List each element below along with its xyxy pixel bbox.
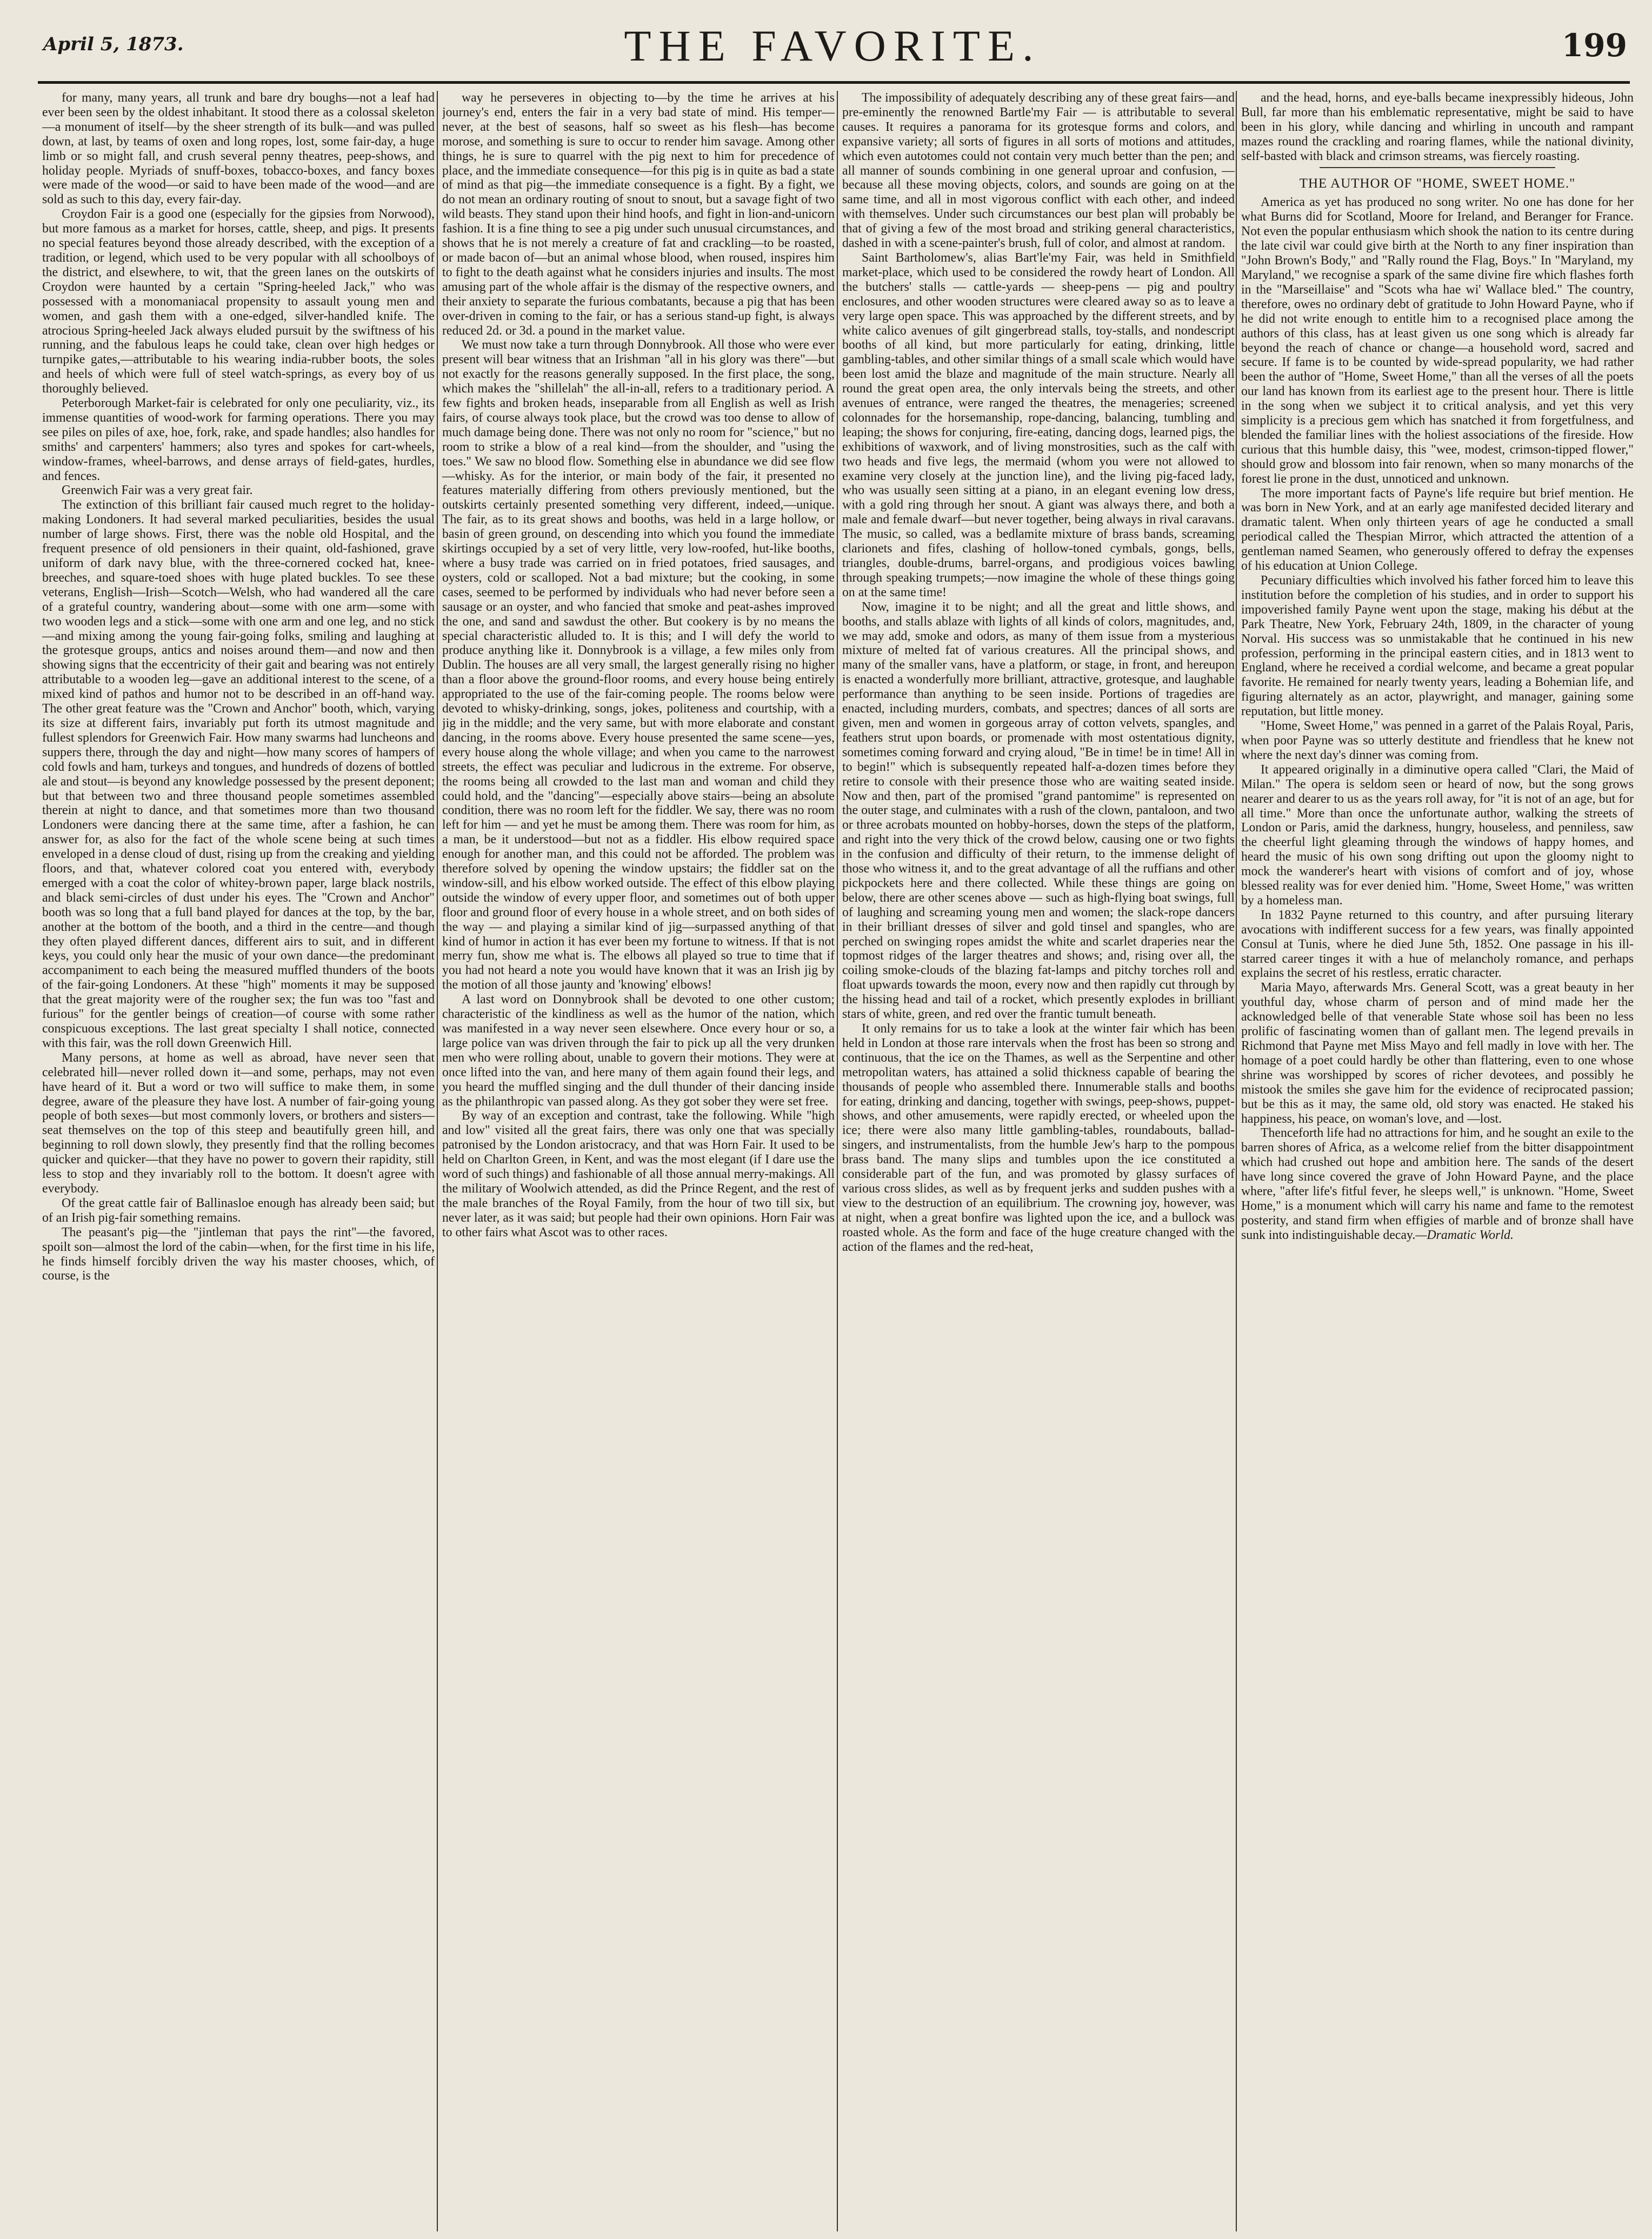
paragraph: In 1832 Payne returned to this country, and after pursuing literary avocations with indifferent success for a few years, was finally appointed Consul at Tunis, where he died June 5th, 1852. One passage in his ill-starred career tinges it with a hue of melancholy romance, and perhaps explains the secret of his restless, erratic character.: [1241, 908, 1634, 981]
article-source: —Dramatic World.: [1415, 1228, 1514, 1242]
paragraph: Many persons, at home as well as abroad, have never seen that celebrated hill—never rolled down it—and some, perhaps, may not even have heard of it. But a word or two will suffice to make them, in some degree, aware of the pleasure they have lost. A number of fair-going young people of both sexes—but most commonly lovers, or brothers and sisters—seat themselves on the top of this steep and beautifully green hill, and beginning to roll down slowly, they presently find that the rolling becomes quicker and quicker—that they have no power to govern their rapidity, still less to stop and they invariably roll to the bottom. It doesn't agree with everybody.: [42, 1050, 435, 1196]
issue-date: April 5, 1873.: [43, 34, 184, 55]
paragraph: Now, imagine it to be night; and all the great and little shows, and booths, and stalls ablaze with lights of all kinds of colors, magnitudes, and, we may add, smoke and odors, as many of them issue from a mysterious mixture of melted fat of various creatures. All the principal shows, and many of the smaller vans, have a platform, or stage, in front, and hereupon is enacted a wonderfully more brilliant, attractive, grotesque, and laughable performance than anything to be seen inside. Portions of tragedies are enacted, including murders, combats, and spectres; dances of all sorts are given, men and women in gorgeous array of cotton velvets, spangles, and feathers strut upon boards, or promenade with most ostentatious dignity, sometimes coming forward and crying aloud, "Be in time! be in time! All in to begin!" which is subsequently repeated half-a-dozen times before they retire to console with their presence those who are waiting seated inside. Now and then, part of the promised "grand pantomime" is represented on the outer stage, and culminates with a rush of the clown, pantaloon, and two or three acrobats mounted on hobby-horses, down the steps of the platform, and right into the very thick of the crowd below, causing one or two fights in the confusion and difficulty of their return, to the immense delight of those who witness it, and to the great advantage of all the ruffians and other pickpockets here and there collected. While these things are going on below, there are other scenes above — such as high-flying boat swings, full of laughing and screaming young men and women; the slack-rope dancers in their brilliant dresses of silver and gold tinsel and spangles, who are perched on swinging ropes amidst the white and scarlet draperies near the topmost ridges of the larger theatres and shows; and, rising over all, the coiling smoke-clouds of the blazing fat-lamps and pitchy torches roll and float upwards towards the moon, every now and then rapidly cut through by the hissing head and tail of a rocket, which presently explodes in brilliant stars of white, green, and red over the frantic tumult beneath.: [842, 599, 1235, 1022]
newspaper-title: THE FAVORITE.: [624, 21, 1041, 70]
paragraph: for many, many years, all trunk and bare dry boughs—not a leaf had ever been seen by the oldest inhabitant. It stood there as a colossal skeleton—a monument of itself—by the sheer strength of its bulk—and was pulled down, at last, by teams of oxen and long ropes, lost, some fair-day, a huge limb or so might fall, and crush several penny theatres, peep-shows, and holiday people. Myriads of snuff-boxes, tobacco-boxes, and fancy boxes were made of the wood—or said to have been made of the wood—and are sold as such to this day, every fair-day.: [42, 91, 435, 207]
paragraph: Of the great cattle fair of Ballinasloe enough has already been said; but of an Irish pig-fair something remains.: [42, 1196, 435, 1225]
paragraph: Saint Bartholomew's, alias Bart'le'my Fair, was held in Smithfield market-place, which used to be considered the rowdy heart of London. All the butchers' stalls — cattle-yards — sheep-pens — pig and poultry enclosures, and other wooden structures were cleared away so as to leave a very large open space. This was approached by the different streets, and by white calico avenues of gilt gingerbread stalls, toy-stalls, and nondescript booths of all kind, but more particularly for eating, drinking, little gambling-tables, and other similar things of a small scale which would have been lost amid the blaze and magnitude of the main structure. Nearly all round the great open area, the only intervals being the streets, and other avenues of entrance, were ranged the theatres, the menageries; screened colonnades for the horsemanship, rope-dancing, balancing, tumbling and leaping; the shows for conjuring, fire-eating, dancing dogs, learned pigs, the exhibitions of waxwork, and of living monstrosities, such as the calf with two heads and five legs, the mermaid (whom you were not allowed to examine very closely at the junction line), and the living pig-faced lady, who was usually seen sitting at a piano, in an elegant evening low dress, with a gold ring through her snout. A giant was always there, and both a male and female dwarf—but never together, being always in rival caravans. The music, so called, was a bedlamite mixture of brass bands, screaming clarionets and fifes, clashing of hollow-toned cymbals, gongs, bells, triangles, double-drums, barrel-organs, and prodigious voices bawling through speaking trumpets;—now imagine the whole of these things going on at the same time!: [842, 250, 1235, 599]
paragraph: Greenwich Fair was a very great fair.: [62, 483, 253, 498]
masthead: [38, 21, 1627, 70]
paragraph: Maria Mayo, afterwards Mrs. General Scott, was a great beauty in her youthful day, whose charm of person and of mind made her the acknowledged belle of that venerable State whose soil has been no less prolific of fascinating women than of gallant men. The legend prevails in Richmond that Payne met Miss Mayo and fell madly in love with her. The homage of a poet could hardly be other than flattering, even to one whose shrine was worshipped by scores of richer devotees, and possibly he mistook the smiles she gave him for the evidence of reciprocated passion; but be this as it may, the same old, old story was enacted. He staked his happiness, his peace, on woman's love, and —lost.: [1241, 981, 1634, 1126]
paragraph: and the head, horns, and eye-balls became inexpressibly hideous, John Bull, far more than his emblematic representative, might be said to have been in his glory, while dancing and whirling in uncouth and rampant mazes round the crackling and roaring flames, while the national divinity, self-basted with black and crimson streams, was fiercely roasting.: [1241, 91, 1634, 163]
column-2: [442, 91, 835, 2231]
paragraph: Pecuniary difficulties which involved his father forced him to leave this institution before the completion of his studies, and in order to support his impoverished family Payne went upon the stage, making his début at the Park Theatre, New York, February 24th, 1809, in the character of young Norval. His success was so unmistakable that he continued in his new profession, performing in the principal eastern cities, and in 1813 went to England, where he received a cordial welcome, and became a great popular favorite. He remained for nearly twenty years, leading a Bohemian life, and figuring alternately as an actor, playwright, and manager, gaining some reputation, but little money.: [1241, 574, 1634, 719]
paragraph: It only remains for us to take a look at the winter fair which has been held in London at those rare intervals when the frost has been so strong and continuous, that the ice on the Thames, as well as the Serpentine and other metropolitan waters, has attained a solid thickness capable of bearing the thousands of people who assembled there. Innumerable stalls and booths for eating, drinking and dancing, together with swings, peep-shows, puppet-shows, and other amusements, were rapidly erected, or wheeled upon the ice; there were also many little gambling-tables, roundabouts, ballad-singers, and instrumentalists, from the humble Jew's harp to the pompous brass band. The many slips and tumbles upon the ice constituted a considerable part of the fun, and was promoted by glassy surfaces of various cross slides, as well as by frequent jerks and sudden pushes with a view to the destruction of an equilibrium. The crowning joy, however, was at night, when a great bonfire was lighted upon the ice, and a bullock was roasted whole. As the form and face of the huge creature changed with the action of the flames and the red-heat,: [842, 1022, 1235, 1254]
paragraph: It appeared originally in a diminutive opera called "Clari, the Maid of Milan." The opera is seldom seen or heard of now, but the song grows nearer and dearer to us as the years roll away, for "it is not of an age, but for all time." More than once the unfortunate author, walking the streets of London or Paris, amid the darkness, hungry, houseless, and penniless, saw the cheerful light gleaming through the windows of happy homes, and heard the music of his own song drifting out upon the gloomy night to mock the wanderer's heart with visions of comfort and of joy, whose blessed reality was for ever denied him. "Home, Sweet Home," was written by a homeless man.: [1241, 762, 1634, 908]
paragraph: We must now take a turn through Donnybrook. All those who were ever present will bear witness that an Irishman "all in his glory was there"—but not exactly for the reasons generally supposed. In the first place, the song, which makes the "shillelah" the all-in-all, refers to a traditionary period. A few fights and broken heads, inseparable from all English as well as Irish fairs, of course always took place, but the crowd was too dense to allow of much damage being done. There was not only no room for "science," but no room to strike a blow of a real kind—from the shoulder, and "using the toes." We saw no blood flow. Something else in abundance we did see flow—whisky. As for the interior, or main body of the fair, it presented no features materially differing from others previously mentioned, but the outskirts certainly presented something very different, indeed,—unique. The fair, as to its great shows and booths, was held in a large hollow, or basin of green ground, on descending into which you found the immediate skirtings occupied by a set of very little, very low-roofed, hut-like booths, where a busy trade was carried on in fried potatoes, fried sausages, and oysters, cold or scalloped. Not a bad mixture; but the cooking, in some cases, seemed to be performed by individuals who had never before seen a sausage or an oyster, and who fancied that smoke and peat-ashes improved the one, and sand and sawdust the other. But cookery is by no means the special characteristic alluded to. It is this; and I will defy the world to produce anything like it. Donnybrook is a village, a few miles only from Dublin. The houses are all very small, the largest generally rising no higher than a floor above the ground-floor rooms, and every house being entirely appropriated to the use of the fair-coming people. The rooms below were devoted to whisky-drinking, songs, jokes, politeness and courtship, with a jig in the middle; and the very same, but with more elaborate and constant dancing, in the rooms above. Every house presented the same scene—yes, every house along the whole village; and when you came to the narrowest streets, the effect was peculiar and ludicrous in the extreme. For observe, the rooms being all crowded to the last man and woman and child they could hold, and the "dancing"—especially above stairs—being an absolute condition, there was no room left for the fiddler. We say, there was no room left for him — and yet he must be among them. There was room for him, as a man, be it understood—but not as a fiddler. His elbow required space enough for another man, and this could not be afforded. The problem was therefore solved by opening the window upstairs; the fiddler sat on the window-sill, and his elbow worked outside. The effect of this elbow playing outside the window of every upper floor, and sometimes out of both upper floor and ground floor of every house in a whole street, and on both sides of the way — and playing a similar kind of jig—surpassed anything of that kind of humor in action it has ever been my fortune to witness. If that is not merry fun, show me what is. The elbows all played so true to time that if you had not heard a note you would have known that it was an Irish jig by the motion of all those jaunty and 'knowing' elbows!: [442, 338, 835, 992]
paragraph: By way of an exception and contrast, take the following. While "high and low" visited all the great fairs, there was only one that was specially patronised by the London aristocracy, and that was Horn Fair. It used to be held on Charlton Green, in Kent, and was the most elegant (if I dare use the word of such things) and fashionable of all those annual merry-makings. All the military of Woolwich attended, as did the Prince Regent, and the rest of the male branches of the Royal Family, from the hour of two till six, but never later, as it was said; but people had their own opinions. Horn Fair was to other fairs what Ascot was to other races.: [442, 1109, 835, 1240]
paragraph: Croydon Fair is a good one (especially for the gipsies from Norwood), but more famous as a market for horses, cattle, sheep, and pigs. It presents no special features beyond those already described, with the exception of a tradition, or legend, which used to be very popular with all schoolboys of the district, and elsewhere, to wit, that the green lanes on the outskirts of Croydon were haunted by a certain "Spring-heeled Jack," who was possessed with a monomaniacal propensity to assault young men and women, and gash them with a one-edged, silver-handled knife. The atrocious Spring-heeled Jack always eluded pursuit by the swiftness of his running, and the fabulous leaps he could take, clean over high hedges or turnpike gates,—attributable to his wearing india-rubber boots, the soles and heels of which were full of steel watch-springs, as every boy of us thoroughly believed.: [42, 207, 435, 396]
paragraph: "Home, Sweet Home," was penned in a garret of the Palais Royal, Paris, when poor Payne was so utterly destitute and friendless that he knew not where the next day's dinner was coming from.: [1241, 719, 1634, 762]
section-separator: [1320, 167, 1555, 168]
column-divider: [437, 91, 438, 2231]
paragraph: The peasant's pig—the "jintleman that pays the rint"—the favored, spoilt son—almost the lord of the cabin—when, for the first time in his life, he finds himself forcibly driven the way his master chooses, which, of course, is the: [42, 1225, 435, 1283]
paragraph: way he perseveres in objecting to—by the time he arrives at his journey's end, enters the fair in a very bad state of mind. His temper—never, at the best of seasons, half so sweet as his flesh—has become morose, and something is sure to occur to render him savage. Among other things, he is sure to quarrel with the pig next to him for precedence of place, and the immediate consequence—for this pig is in quite as bad a state of mind as that pig—the immediate consequence is a fight. By a fight, we do not mean an ordinary routing of snout to snout, but a savage fight of two wild beasts. They stand upon their hind hoofs, and fight in lion-and-unicorn fashion. It is a fine thing to see a pig under such unusual circumstances, and shows that he is not merely a creature of fat and crackling—to be roasted, or made bacon of—but an animal whose blood, when roused, inspires him to fight to the death against what he considers injuries and insults. The most amusing part of the whole affair is the dismay of the respective owners, and their anxiety to separate the furious combatants, because a pig that has been over-driven in coming to the fair, or has a serious stand-up fight, is always reduced 2d. or 3d. a pound in the market value.: [442, 91, 835, 338]
column-1: [42, 91, 435, 2231]
column-4: [1241, 91, 1634, 2231]
column-3: [842, 91, 1235, 2231]
paragraph: The impossibility of adequately describing any of these great fairs—and pre-eminently the renowned Bartle'my Fair — is attributable to several causes. It requires a panorama for its grotesque forms and colors, and expansive variety; all sorts of figures in all sorts of motions and attitudes, which even autotomes could not contain very much better than the pen; and all manner of sounds combining in one general uproar and confusion, — because all these moving objects, colors, and sounds are going on at the same time, and all in most vigorous conflict with each other, and indeed with themselves. Under such circumstances our best plan will probably be that of giving a few of the most broad and striking general characteristics, dashed in with a scene-painter's brush, full of color, and almost at random.: [842, 91, 1235, 251]
paragraph: A last word on Donnybrook shall be devoted to one other custom; characteristic of the kindliness as well as the humor of the nation, which was manifested in a way never seen elsewhere. Once every hour or so, a large police van was driven through the fair to pick up all the very drunken men who were rolling about, unable to govern their motions. They were at once lifted into the van, and here many of them again found their legs, and you heard the muffled singing and the dull thunder of their dancing inside as the philanthropic van passed along. As they got sober they were set free.: [442, 992, 835, 1109]
column-divider: [837, 91, 838, 2231]
paragraph: Peterborough Market-fair is celebrated for only one peculiarity, viz., its immense quantities of wood-work for farming operations. There you may see piles on piles of axe, hoe, fork, rake, and spade handles; also handles for smiths' and carpenters' hammers; also tyres and spokes for cart-wheels, window-frames, wheel-barrows, and dense arrays of field-gates, hurdles, and fences.: [42, 396, 435, 483]
paragraph: The extinction of this brilliant fair caused much regret to the holiday-making Londoners. It had several marked peculiarities, besides the usual number of large shows. First, there was the noble old Hospital, and the frequent presence of old pensioners in their quaint, old-fashioned, grave uniform of dark navy blue, with the three-cornered cocked hat, knee-breeches, and square-toed shoes with huge plated buckles. To see these veterans, English—Irish—Scotch—Welsh, who had wandered all the care of a grateful country, wandering about—some with one arm—some with two wooden legs and a stick—some with one arm and one leg, and no stick—and mixing among the young fair-going folks, smiling and laughing at the grotesque groups, antics and noises around them—and now and then showing signs that the eccentricity of their gait and bearing was not entirely attributable to a wooden leg—gave an additional interest to the scene, of a mixed kind of pathos and humor not to be described in an off-hand way. The other great feature was the "Crown and Anchor" booth, which, varying its size at different fairs, invariably put forth its utmost magnitude and fullest splendors for Greenwich Fair. How many swarms had luncheons and suppers there, through the day and night—how many scores of hampers of cold fowls and ham, turkeys and tongues, and hundreds of dozens of bottled ale and stout—is beyond any knowledge possessed by the present deponent; but that between two and three thousand people sometimes assembled therein at night to dance, and that sometimes more than two thousand Londoners were dancing there at the same time, after a fashion, he can answer for, as also for the fact of the whole scene being at such times enveloped in a dense cloud of dust, rising up from the creaking and yielding floors, and that, whatever colored coat you entered with, everybody emerged with a coat the color of whitey-brown paper, large black nostrils, and black semi-circles of dust under his eyes. The "Crown and Anchor" booth was so long that a full band played for dances at the top, by the bar, another at the bottom of the booth, and a third in the centre—and though they often played different dances, different airs to suit, and in different keys, you could only hear the music of your own dance—the predominant accompaniment to each being the measured muffled thunders of the boots of the fair-going Londoners. At these "high" moments it may be supposed that the great majority were of the rougher sex; the fun was too "fast and furious" for the gentler beings of creation—of course with some rather conspicuous exceptions. The last great specialty I shall notice, connected with this fair, was the roll down Greenwich Hill.: [42, 498, 435, 1050]
paragraph: [1241, 1126, 1634, 1242]
paragraph: America as yet has produced no song writer. No one has done for her what Burns did for Scotland, Moore for Ireland, and Beranger for France. Not even the popular enthusiasm which shook the nation to its centre during the late civil war could give birth at the North to any finer inspiration than "John Brown's Body," and "Rally round the Flag, Boys." In "Maryland, my Maryland," we recognise a spark of the same divine fire which flashes forth in the "Marseillaise" and "Scots wha hae wi' Wallace bled." The country, therefore, owes no ordinary debt of gratitude to John Howard Payne, who if he did not write enough to entitle him to a recognised place among the authors of this class, has at least given us one song which is already far beyond the reach of chance or change—a household word, sacred and secure. If fame is to be counted by wide-spread popularity, we had rather been the author of "Home, Sweet Home," than all the verses of all the poets our land has known from its earliest age to the present hour. There is little in the song when we subject it to critical analysis, and yet this very simplicity is a precious gem which has snatched it from forgetfulness, and blended the familiar lines with the holiest associations of the fireside. How curious that this humble daisy, this "wee, modest, crimson-tipped flower," should grow and blossom into fair renown, when so many monarchs of the forest lie prone in the dust, unnoticed and unknown.: [1241, 195, 1634, 486]
paragraph-text: Thenceforth life had no attractions for him, and he sought an exile to the barren shores of Africa, as a welcome relief from the bitter disappointment which had crushed out hope and ambition here. The sands of the desert have long since covered the grave of John Howard Payne, and the place where, "after life's fitful fever, he sleeps well," is unknown. "Home, Sweet Home," is a monument which will carry his name and fame to the remotest posterity, and stand firm when effigies of marble and of bronze shall have sunk into indistinguishable decay.: [1241, 1126, 1634, 1242]
paragraph: The more important facts of Payne's life require but brief mention. He was born in New York, and at an early age manifested decided literary and dramatic talent. When only thirteen years of age he conducted a small periodical called the Thespian Mirror, which attracted the attention of a gentleman named Seamen, who generously offered to defray the expenses of his education at Union College.: [1241, 486, 1634, 574]
masthead-rule: [38, 81, 1630, 84]
page-number: 199: [1561, 27, 1627, 64]
column-divider: [1236, 91, 1237, 2231]
article-heading: THE AUTHOR OF "HOME, SWEET HOME.": [1299, 176, 1576, 191]
